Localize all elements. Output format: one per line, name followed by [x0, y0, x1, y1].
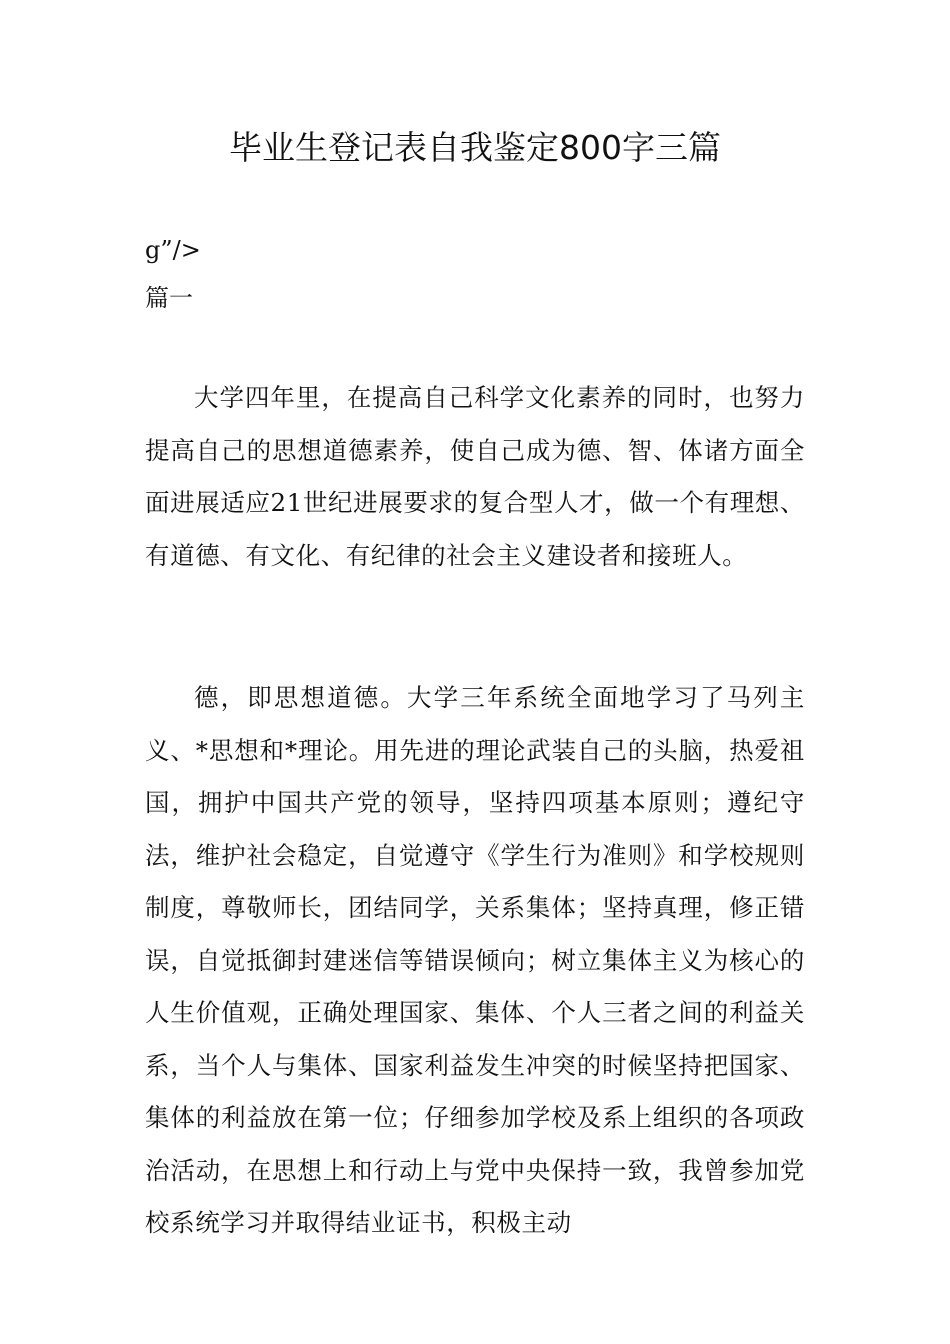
markup-residue-text: g”/>: [145, 236, 201, 264]
document-title: 毕业生登记表自我鉴定800字三篇: [229, 128, 721, 167]
body-paragraph: 大学四年里，在提高自己科学文化素养的同时，也努力提高自己的思想道德素养，使自己成为德、智、体诸方面全面进展适应21世纪进展要求的复合型人才，做一个有理想、有道德、有文化、有纪律的社会主义建设者和接班人。: [145, 383, 805, 570]
section-label: 篇一: [145, 284, 193, 312]
body-paragraph: 德，即思想道德。大学三年系统全面地学习了马列主义、*思想和*理论。用先进的理论武装自己的头脑，热爱祖国，拥护中国共产党的领导，坚持四项基本原则；遵纪守法，维护社会稳定，自觉遵守《学生行为准则》和学校规则制度，尊敬师长，团结同学，关系集体；坚持真理，修正错误，自觉抵御封建迷信等错误倾向；树立集体主义为核心的人生价值观，正确处理国家、集体、个人三者之间的利益关系，当个人与集体、国家利益发生冲突的时候坚持把国家、集体的利益放在第一位；仔细参加学校及系上组织的各项政治活动，在思想上和行动上与党中央保持一致，我曾参加党校系统学习并取得结业证书，积极主动: [145, 683, 805, 1237]
